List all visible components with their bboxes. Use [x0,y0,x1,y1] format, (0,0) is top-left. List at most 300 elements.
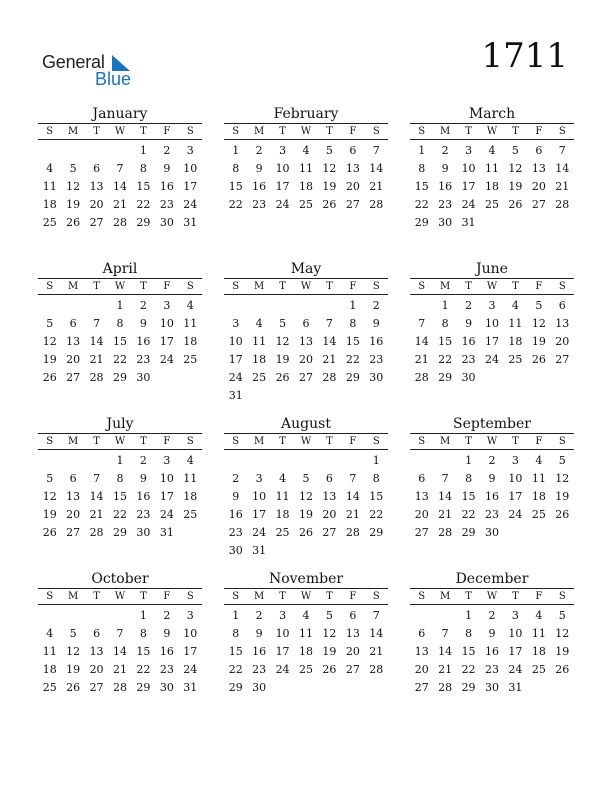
day-cell: 23 [136,353,151,366]
day-cell: 11 [183,472,198,485]
day-cell: 13 [298,335,313,348]
weekday-header [38,434,202,449]
day-cell: 24 [484,353,499,366]
day-cell: 12 [555,627,570,640]
weekday-divider [410,139,574,140]
day-cell: 29 [438,371,453,384]
day-cell: 11 [183,317,198,330]
day-cell: 15 [228,180,243,193]
day-cell: 29 [112,371,127,384]
day-cell: 24 [228,371,243,384]
day-cell: 24 [252,526,267,539]
day-cell: 16 [136,335,151,348]
days-grid [410,452,574,542]
day-cell: 18 [531,490,546,503]
month-name: January [92,106,148,122]
day-cell: 26 [298,526,313,539]
day-cell: 13 [66,490,81,503]
day-cell: 3 [186,609,194,622]
weekday-label: T [512,436,519,447]
weekday-label: T [279,591,286,602]
day-cell: 3 [232,317,240,330]
day-cell: 18 [252,353,267,366]
weekday-label: S [558,591,566,602]
weekday-header [224,279,388,294]
weekday-label: S [372,436,380,447]
weekday-label: M [254,281,265,292]
day-cell: 15 [438,335,453,348]
day-cell: 21 [555,180,570,193]
weekday-label: T [140,126,147,137]
day-cell: 31 [159,526,174,539]
day-cell: 17 [275,180,290,193]
day-cell: 25 [484,198,499,211]
days-grid [410,297,574,387]
day-cell: 15 [112,490,127,503]
weekday-label: T [512,126,519,137]
month-name: October [91,571,149,587]
day-cell: 21 [438,663,453,676]
day-cell: 18 [531,645,546,658]
weekday-label: T [140,591,147,602]
weekday-header [224,124,388,139]
day-cell: 16 [252,645,267,658]
day-cell: 10 [484,317,499,330]
weekday-label: T [465,126,472,137]
day-cell: 18 [42,663,57,676]
day-cell: 9 [441,162,449,175]
day-cell: 2 [139,454,147,467]
day-cell: 24 [159,508,174,521]
weekday-label: F [163,126,171,137]
day-cell: 17 [484,335,499,348]
day-cell: 23 [461,353,476,366]
day-cell: 26 [322,198,337,211]
day-cell: 10 [508,472,523,485]
day-cell: 23 [484,663,499,676]
day-cell: 11 [484,162,499,175]
day-cell: 18 [183,490,198,503]
day-cell: 8 [372,472,380,485]
day-cell: 25 [42,681,57,694]
day-cell: 26 [42,371,57,384]
day-cell: 10 [183,627,198,640]
day-cell: 10 [183,162,198,175]
days-grid [224,142,388,214]
day-cell: 17 [183,645,198,658]
day-cell: 23 [369,353,384,366]
day-cell: 20 [555,335,570,348]
day-cell: 22 [228,663,243,676]
weekday-label: T [279,126,286,137]
day-cell: 15 [228,645,243,658]
weekday-header [38,589,202,604]
day-cell: 16 [484,490,499,503]
day-cell: 19 [555,490,570,503]
month-name: November [268,571,344,587]
day-cell: 29 [461,681,476,694]
month-block [38,416,202,542]
day-cell: 7 [372,609,380,622]
day-cell: 7 [558,144,566,157]
weekday-label: T [279,436,286,447]
day-cell: 14 [369,627,384,640]
day-cell: 15 [136,645,151,658]
weekday-label: S [46,591,54,602]
day-cell: 30 [369,371,384,384]
weekday-divider [38,139,202,140]
day-cell: 9 [255,627,263,640]
day-cell: 6 [349,144,357,157]
day-cell: 6 [69,472,77,485]
day-cell: 30 [438,216,453,229]
day-cell: 26 [555,663,570,676]
day-cell: 30 [252,681,267,694]
day-cell: 17 [159,335,174,348]
day-cell: 6 [93,627,101,640]
day-cell: 9 [232,490,240,503]
day-cell: 17 [228,353,243,366]
weekday-label: S [418,436,426,447]
day-cell: 13 [414,490,429,503]
day-cell: 15 [345,335,360,348]
day-cell: 27 [66,526,81,539]
day-cell: 1 [372,454,380,467]
day-cell: 27 [298,371,313,384]
weekday-label: T [93,281,100,292]
day-cell: 12 [298,490,313,503]
day-cell: 31 [508,681,523,694]
day-cell: 4 [535,454,543,467]
weekday-label: W [486,126,498,137]
day-cell: 1 [465,454,473,467]
day-cell: 26 [42,526,57,539]
day-cell: 4 [186,299,194,312]
weekday-label: T [279,281,286,292]
day-cell: 21 [112,663,127,676]
weekday-label: M [254,591,265,602]
day-cell: 3 [186,144,194,157]
day-cell: 19 [555,645,570,658]
day-cell: 21 [112,198,127,211]
day-cell: 20 [89,198,104,211]
day-cell: 12 [508,162,523,175]
day-cell: 5 [279,317,287,330]
day-cell: 29 [461,526,476,539]
month-block [410,106,574,232]
weekday-header [224,589,388,604]
day-cell: 25 [183,508,198,521]
month-name: August [281,416,331,432]
day-cell: 17 [461,180,476,193]
day-cell: 12 [531,317,546,330]
day-cell: 20 [298,353,313,366]
weekday-label: S [46,126,54,137]
weekday-label: M [254,126,265,137]
day-cell: 8 [465,472,473,485]
weekday-label: W [300,126,312,137]
day-cell: 28 [438,681,453,694]
day-cell: 5 [558,609,566,622]
day-cell: 31 [252,544,267,557]
weekday-label: T [326,436,333,447]
day-cell: 26 [66,216,81,229]
day-cell: 14 [414,335,429,348]
weekday-header [410,434,574,449]
weekday-divider [38,449,202,450]
day-cell: 26 [322,663,337,676]
day-cell: 9 [139,317,147,330]
day-cell: 24 [183,198,198,211]
day-cell: 5 [69,162,77,175]
month-name: April [102,261,138,277]
day-cell: 1 [139,609,147,622]
day-cell: 25 [252,371,267,384]
day-cell: 6 [418,472,426,485]
day-cell: 13 [345,627,360,640]
day-cell: 21 [345,508,360,521]
day-cell: 2 [488,609,496,622]
weekday-label: M [254,436,265,447]
weekday-label: M [440,126,451,137]
days-grid [38,297,202,387]
day-cell: 4 [511,299,519,312]
day-cell: 25 [298,198,313,211]
day-cell: 11 [508,317,523,330]
day-cell: 5 [46,472,54,485]
day-cell: 2 [232,472,240,485]
day-cell: 11 [275,490,290,503]
weekday-label: T [512,591,519,602]
day-cell: 6 [325,472,333,485]
weekday-label: T [465,591,472,602]
day-cell: 2 [139,299,147,312]
day-cell: 22 [136,663,151,676]
day-cell: 7 [349,472,357,485]
day-cell: 5 [302,472,310,485]
day-cell: 11 [298,627,313,640]
weekday-label: W [114,126,126,137]
day-cell: 15 [136,180,151,193]
day-cell: 28 [369,663,384,676]
day-cell: 16 [252,180,267,193]
day-cell: 10 [228,335,243,348]
day-cell: 1 [116,454,124,467]
day-cell: 19 [298,508,313,521]
day-cell: 14 [322,335,337,348]
day-cell: 15 [112,335,127,348]
weekday-label: M [68,591,79,602]
weekday-label: W [114,591,126,602]
weekday-header [410,589,574,604]
weekday-label: W [114,436,126,447]
day-cell: 4 [255,317,263,330]
days-grid [224,452,388,560]
day-cell: 18 [298,180,313,193]
day-cell: 11 [42,180,57,193]
day-cell: 7 [93,317,101,330]
day-cell: 20 [89,663,104,676]
weekday-label: S [186,126,194,137]
day-cell: 22 [461,663,476,676]
day-cell: 21 [414,353,429,366]
day-cell: 3 [465,144,473,157]
day-cell: 22 [414,198,429,211]
weekday-label: T [93,126,100,137]
days-grid [38,607,202,697]
day-cell: 1 [232,609,240,622]
day-cell: 8 [465,627,473,640]
day-cell: 11 [531,472,546,485]
weekday-divider [224,294,388,295]
day-cell: 8 [116,472,124,485]
day-cell: 19 [275,353,290,366]
day-cell: 2 [488,454,496,467]
day-cell: 6 [69,317,77,330]
month-block [410,571,574,697]
day-cell: 30 [136,371,151,384]
day-cell: 25 [508,353,523,366]
day-cell: 15 [461,490,476,503]
day-cell: 22 [112,353,127,366]
weekday-label: S [418,281,426,292]
month-block [224,261,388,405]
weekday-label: F [535,126,543,137]
day-cell: 10 [275,627,290,640]
weekday-label: F [535,591,543,602]
day-cell: 8 [139,627,147,640]
day-cell: 5 [558,454,566,467]
day-cell: 27 [89,681,104,694]
weekday-header [410,124,574,139]
day-cell: 30 [228,544,243,557]
day-cell: 23 [252,198,267,211]
day-cell: 30 [484,526,499,539]
day-cell: 22 [228,198,243,211]
day-cell: 3 [279,609,287,622]
day-cell: 9 [488,472,496,485]
day-cell: 22 [461,508,476,521]
brand-logo [42,52,142,92]
day-cell: 17 [508,645,523,658]
month-name: June [476,261,508,277]
day-cell: 26 [275,371,290,384]
day-cell: 28 [345,526,360,539]
day-cell: 28 [112,216,127,229]
day-cell: 5 [46,317,54,330]
weekday-label: S [372,126,380,137]
day-cell: 9 [372,317,380,330]
weekday-label: F [535,436,543,447]
day-cell: 14 [345,490,360,503]
day-cell: 13 [414,645,429,658]
day-cell: 18 [508,335,523,348]
day-cell: 10 [508,627,523,640]
day-cell: 5 [325,144,333,157]
day-cell: 6 [349,609,357,622]
day-cell: 30 [159,216,174,229]
day-cell: 22 [369,508,384,521]
day-cell: 13 [89,180,104,193]
weekday-label: T [465,281,472,292]
day-cell: 4 [46,162,54,175]
day-cell: 24 [508,663,523,676]
day-cell: 20 [531,180,546,193]
weekday-label: W [300,281,312,292]
day-cell: 6 [302,317,310,330]
day-cell: 25 [275,526,290,539]
day-cell: 6 [535,144,543,157]
weekday-header [38,279,202,294]
day-cell: 4 [279,472,287,485]
day-cell: 1 [465,609,473,622]
month-block [410,416,574,542]
day-cell: 1 [232,144,240,157]
day-cell: 26 [531,353,546,366]
day-cell: 4 [302,609,310,622]
days-grid [38,452,202,542]
day-cell: 16 [228,508,243,521]
month-name: July [106,416,134,432]
day-cell: 10 [159,472,174,485]
day-cell: 7 [372,144,380,157]
weekday-label: W [486,436,498,447]
day-cell: 14 [89,335,104,348]
day-cell: 22 [136,198,151,211]
day-cell: 13 [531,162,546,175]
day-cell: 4 [488,144,496,157]
day-cell: 10 [461,162,476,175]
day-cell: 7 [418,317,426,330]
day-cell: 2 [255,144,263,157]
day-cell: 27 [345,198,360,211]
day-cell: 4 [535,609,543,622]
day-cell: 29 [345,371,360,384]
weekday-label: S [372,281,380,292]
day-cell: 12 [42,490,57,503]
day-cell: 8 [232,627,240,640]
weekday-label: S [418,591,426,602]
day-cell: 4 [186,454,194,467]
day-cell: 27 [531,198,546,211]
day-cell: 19 [322,645,337,658]
day-cell: 14 [438,645,453,658]
weekday-header [38,124,202,139]
weekday-label: F [349,436,357,447]
day-cell: 28 [89,371,104,384]
day-cell: 3 [488,299,496,312]
day-cell: 19 [66,663,81,676]
day-cell: 5 [535,299,543,312]
weekday-label: S [46,436,54,447]
day-cell: 20 [66,508,81,521]
day-cell: 25 [183,353,198,366]
weekday-divider [410,604,574,605]
day-cell: 25 [531,508,546,521]
weekday-label: W [300,436,312,447]
day-cell: 6 [558,299,566,312]
day-cell: 12 [322,162,337,175]
day-cell: 14 [89,490,104,503]
day-cell: 3 [255,472,263,485]
day-cell: 1 [441,299,449,312]
day-cell: 14 [555,162,570,175]
day-cell: 7 [116,162,124,175]
day-cell: 19 [66,198,81,211]
day-cell: 12 [275,335,290,348]
day-cell: 30 [461,371,476,384]
day-cell: 13 [89,645,104,658]
